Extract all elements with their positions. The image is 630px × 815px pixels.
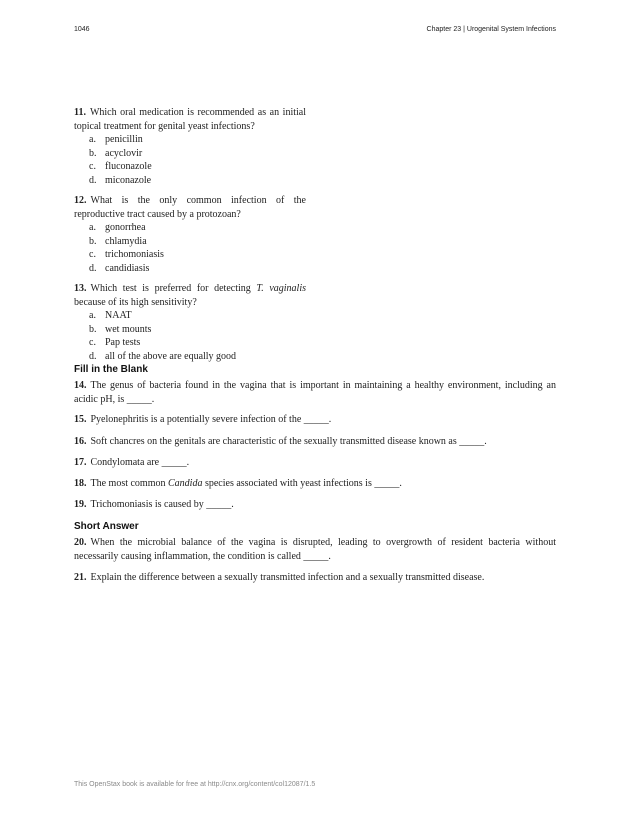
chapter-title: Chapter 23 | Urogenital System Infections — [426, 26, 556, 33]
question-body-start: Which test is preferred for detecting — [90, 283, 257, 294]
option-letter: d. — [89, 262, 97, 274]
question-number: 13. — [74, 283, 87, 294]
option-c — [74, 336, 306, 350]
question-number: 18. — [74, 478, 87, 489]
option-text: acyclovir — [105, 147, 143, 159]
question-body: Which oral medication is recommended as an initial topical treatment for genital yeast infections? — [74, 107, 306, 132]
option-a — [74, 133, 306, 147]
option-c — [74, 160, 306, 174]
option-text: gonorrhea — [105, 222, 146, 233]
question-19 — [74, 498, 556, 512]
question-body-end: species associated with yeast infections is _____. — [202, 478, 402, 489]
option-a — [74, 309, 306, 323]
organism-name: T. vaginalis — [256, 283, 306, 294]
option-text: fluconazole — [105, 161, 152, 172]
option-text: Pap tests — [105, 337, 141, 348]
option-text: trichomoniasis — [105, 249, 164, 260]
question-body: Condylomata are _____. — [90, 457, 190, 468]
question-number: 12. — [74, 195, 87, 206]
option-b — [74, 147, 306, 161]
option-letter: d. — [89, 174, 97, 186]
option-text: penicillin — [105, 134, 143, 145]
option-d — [74, 262, 306, 276]
question-18 — [74, 477, 556, 491]
page-number: 1046 — [74, 26, 90, 33]
page-footer: This OpenStax book is available for free at http://cnx.org/content/col12087/1.5 — [74, 781, 316, 788]
option-letter: a. — [89, 134, 96, 145]
option-letter: b. — [89, 147, 97, 159]
question-body: What is the only common infection of the reproductive tract caused by a protozoan? — [74, 195, 306, 220]
question-13 — [74, 282, 306, 363]
question-14 — [74, 379, 556, 407]
option-a — [74, 221, 306, 235]
page-header — [74, 26, 556, 38]
question-body-end: because of its high sensitivity? — [74, 296, 197, 308]
question-16 — [74, 435, 556, 449]
question-body: Pyelonephritis is a potentially severe infection of the _____. — [90, 414, 332, 425]
question-11 — [74, 106, 306, 187]
option-letter: a. — [89, 310, 96, 321]
question-21 — [74, 571, 556, 585]
option-letter: c. — [89, 161, 96, 172]
option-letter: d. — [89, 350, 97, 362]
option-d — [74, 350, 306, 364]
option-letter: b. — [89, 323, 97, 335]
question-text — [74, 106, 306, 133]
question-text — [74, 194, 306, 221]
option-text: chlamydia — [105, 235, 147, 247]
question-body: Explain the difference between a sexually transmitted infection and a sexually transmitted disease. — [90, 572, 485, 583]
option-letter: a. — [89, 222, 96, 233]
genus-name: Candida — [168, 478, 203, 489]
question-body: Soft chancres on the genitals are characteristic of the sexually transmitted disease known as _____. — [90, 436, 487, 447]
option-letter: b. — [89, 235, 97, 247]
option-b — [74, 235, 306, 249]
question-number: 20. — [74, 537, 87, 548]
question-text — [74, 282, 306, 309]
option-text: NAAT — [105, 310, 132, 321]
option-text: all of the above are equally good — [105, 350, 237, 362]
question-body: When the microbial balance of the vagina is disrupted, leading to overgrowth of resident bacteria without necessarily causing inflammation, the condition is called _____. — [74, 537, 556, 562]
option-text: candidiasis — [105, 262, 150, 274]
option-d — [74, 174, 306, 188]
answer-options — [74, 133, 306, 187]
option-b — [74, 323, 306, 337]
question-number: 16. — [74, 436, 87, 447]
option-letter: c. — [89, 337, 96, 348]
question-15 — [74, 413, 556, 427]
short-answer-heading: Short Answer — [74, 521, 139, 532]
option-c — [74, 248, 306, 262]
question-body: Trichomoniasis is caused by _____. — [90, 499, 234, 510]
answer-options — [74, 309, 306, 363]
fill-in-blank-heading: Fill in the Blank — [74, 364, 148, 375]
option-text: miconazole — [105, 174, 152, 186]
question-12 — [74, 194, 306, 275]
question-number: 17. — [74, 457, 87, 468]
question-number: 21. — [74, 572, 87, 583]
question-20 — [74, 536, 556, 564]
option-text: wet mounts — [105, 323, 152, 335]
question-number: 11. — [74, 107, 86, 118]
question-body: The genus of bacteria found in the vagina that is important in maintaining a healthy environment, including an acidic pH, is _____. — [74, 380, 556, 405]
question-number: 15. — [74, 414, 87, 425]
answer-options — [74, 221, 306, 275]
question-number: 14. — [74, 380, 87, 391]
question-number: 19. — [74, 499, 87, 510]
option-letter: c. — [89, 249, 96, 260]
question-body-start: The most common — [90, 478, 168, 489]
question-17 — [74, 456, 556, 470]
